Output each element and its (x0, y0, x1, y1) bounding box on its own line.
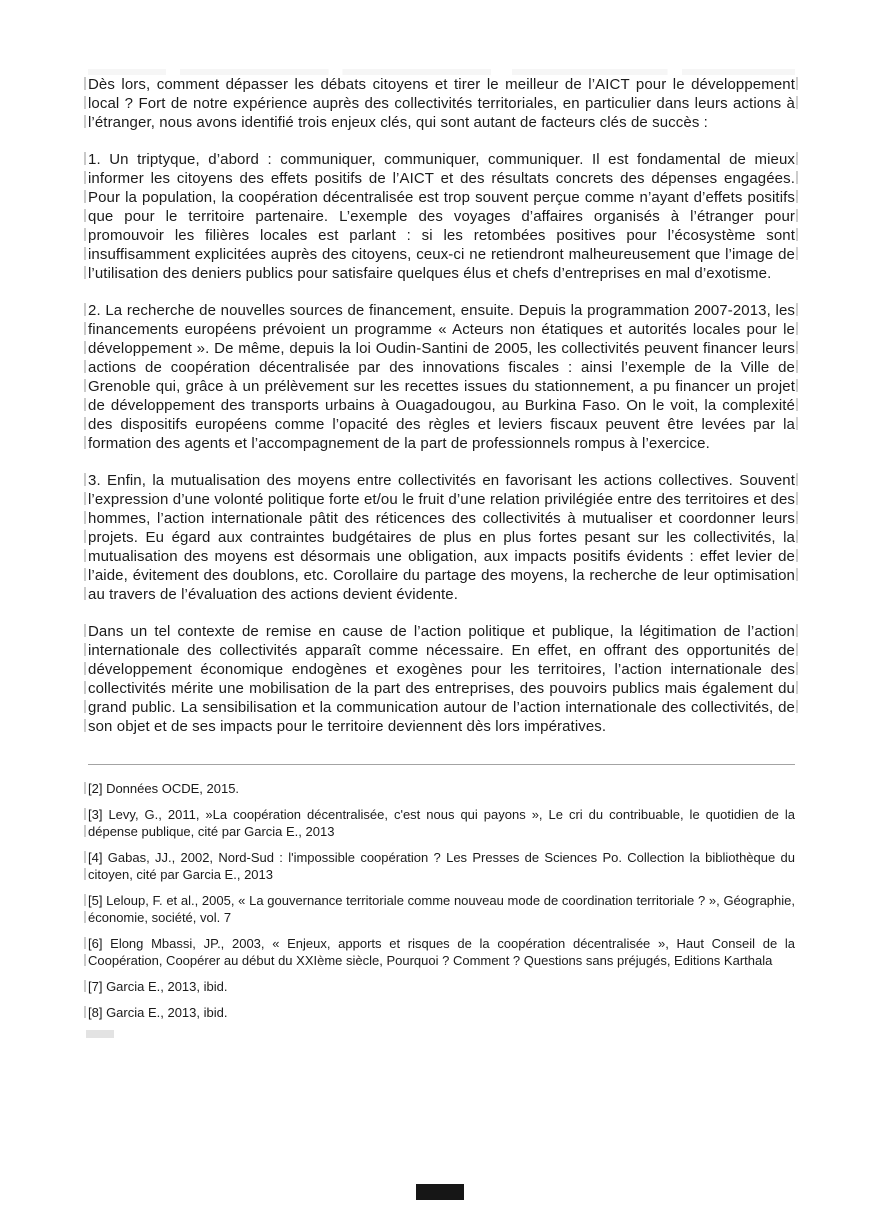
footnotes-section (88, 780, 795, 1021)
paragraph-point-1: 1. Un triptyque, d’abord : communiquer, communiquer, communiquer. Il est fondamental de mieux informer les citoyens des effets positifs de l’AICT et des résultats concrets des dépenses engagées. Pour la population, la coopération décentralisée est trop souvent perçue comme n’ayant d’effets positifs que pour le territoire partenaire. L’exemple des voyages d’affaires organisés à l’étranger pour promouvoir les filières locales est parlant : si les retombées positives pour l’écosystème sont insuffisamment explicitées auprès des citoyens, ceux-ci ne retiendront malheureusement que l’image de l’utilisation des deniers publics pour satisfaire quelques élus et chefs d’entreprises en mal d’exotisme. (88, 151, 795, 282)
article-body (88, 75, 795, 1038)
paragraph-conclusion: Dans un tel contexte de remise en cause de l’action politique et publique, la légitimation de l’action internationale des collectivités apparaît comme nécessaire. En effet, en offrant des opportunités de développement économique endogènes et exogènes pour les territoires, l’action internationale des collectivités mérite une mobilisation de la part des entreprises, des pouvoirs publics mais également du grand public. La sensibilisation et la communication autour de l’action internationale des collectivités, de son objet et de ses impacts pour le territoire deviennent dès lors impératives. (88, 623, 795, 735)
footnote-6: [6] Elong Mbassi, JP., 2003, « Enjeux, apports et risques de la coopération décentralisée », Haut Conseil de la Coopération, Coopérer au début du XXIème siècle, Pourquoi ? Comment ? Questions sans préjugés, Editions Karthala (88, 936, 795, 968)
footnote-divider (88, 764, 795, 765)
bottom-black-bar (416, 1184, 464, 1200)
paragraph-intro: Dès lors, comment dépasser les débats citoyens et tirer le meilleur de l’AICT pour le développement local ? Fort de notre expérience auprès des collectivités territoriales, en particulier dans leurs actions à l’étranger, nous avons identifié trois enjeux clés, qui sont autant de facteurs clés de succès : (88, 76, 795, 131)
paragraph-point-2: 2. La recherche de nouvelles sources de financement, ensuite. Depuis la programmation 2007-2013, les financements européens prévoient un programme « Acteurs non étatiques et autorités locales pour le développement ». De même, depuis la loi Oudin-Santini de 2005, les collectivités peuvent financer leurs actions de coopération décentralisée par des innovations fiscales : ainsi l’exemple de la Ville de Grenoble qui, grâce à un prélèvement sur les recettes issues du stationnement, a pu financer un projet de développement des transports urbains à Ouagadougou, au Burkina Faso. On le voit, la complexité des dispositifs européens comme l’opacité des règles et leviers fiscaux peuvent être levées par la formation des agents et l’accompagnement de la part de professionnels rompus à l’exercice. (88, 302, 795, 452)
scan-artifact-smudge (86, 1030, 114, 1038)
footnote-5: [5] Leloup, F. et al., 2005, « La gouvernance territoriale comme nouveau mode de coordination territoriale ? », Géographie, économie, société, vol. 7 (88, 893, 795, 925)
footnote-4: [4] Gabas, JJ., 2002, Nord-Sud : l'impossible coopération ? Les Presses de Sciences Po. Collection la bibliothèque du citoyen, cité par Garcia E., 2013 (88, 850, 795, 882)
footnote-2: [2] Données OCDE, 2015. (88, 780, 795, 797)
paragraph-point-3: 3. Enfin, la mutualisation des moyens entre collectivités en favorisant les actions collectives. Souvent l’expression d’une volonté politique forte et/ou le fruit d’une relation privilégiée entre des territoires et des hommes, l’action internationale pâtit des réticences des collectivités à mutualiser et coordonner leurs projets. Eu égard aux contraintes budgétaires de plus en plus fortes pesant sur les collectivités, la mutualisation des moyens est désormais une obligation, aux impacts positifs évidents : effet levier de l’aide, évitement des doublons, etc. Corollaire du partage des moyens, la recherche de leur optimisation au travers de l’évaluation des actions devient évidente. (88, 472, 795, 603)
footnote-7: [7] Garcia E., 2013, ibid. (88, 978, 795, 995)
footnote-3: [3] Levy, G., 2011, »La coopération décentralisée, c'est nous qui payons », Le cri du contribuable, le quotidien de la dépense publique, cité par Garcia E., 2013 (88, 807, 795, 839)
footnote-8: [8] Garcia E., 2013, ibid. (88, 1004, 795, 1021)
